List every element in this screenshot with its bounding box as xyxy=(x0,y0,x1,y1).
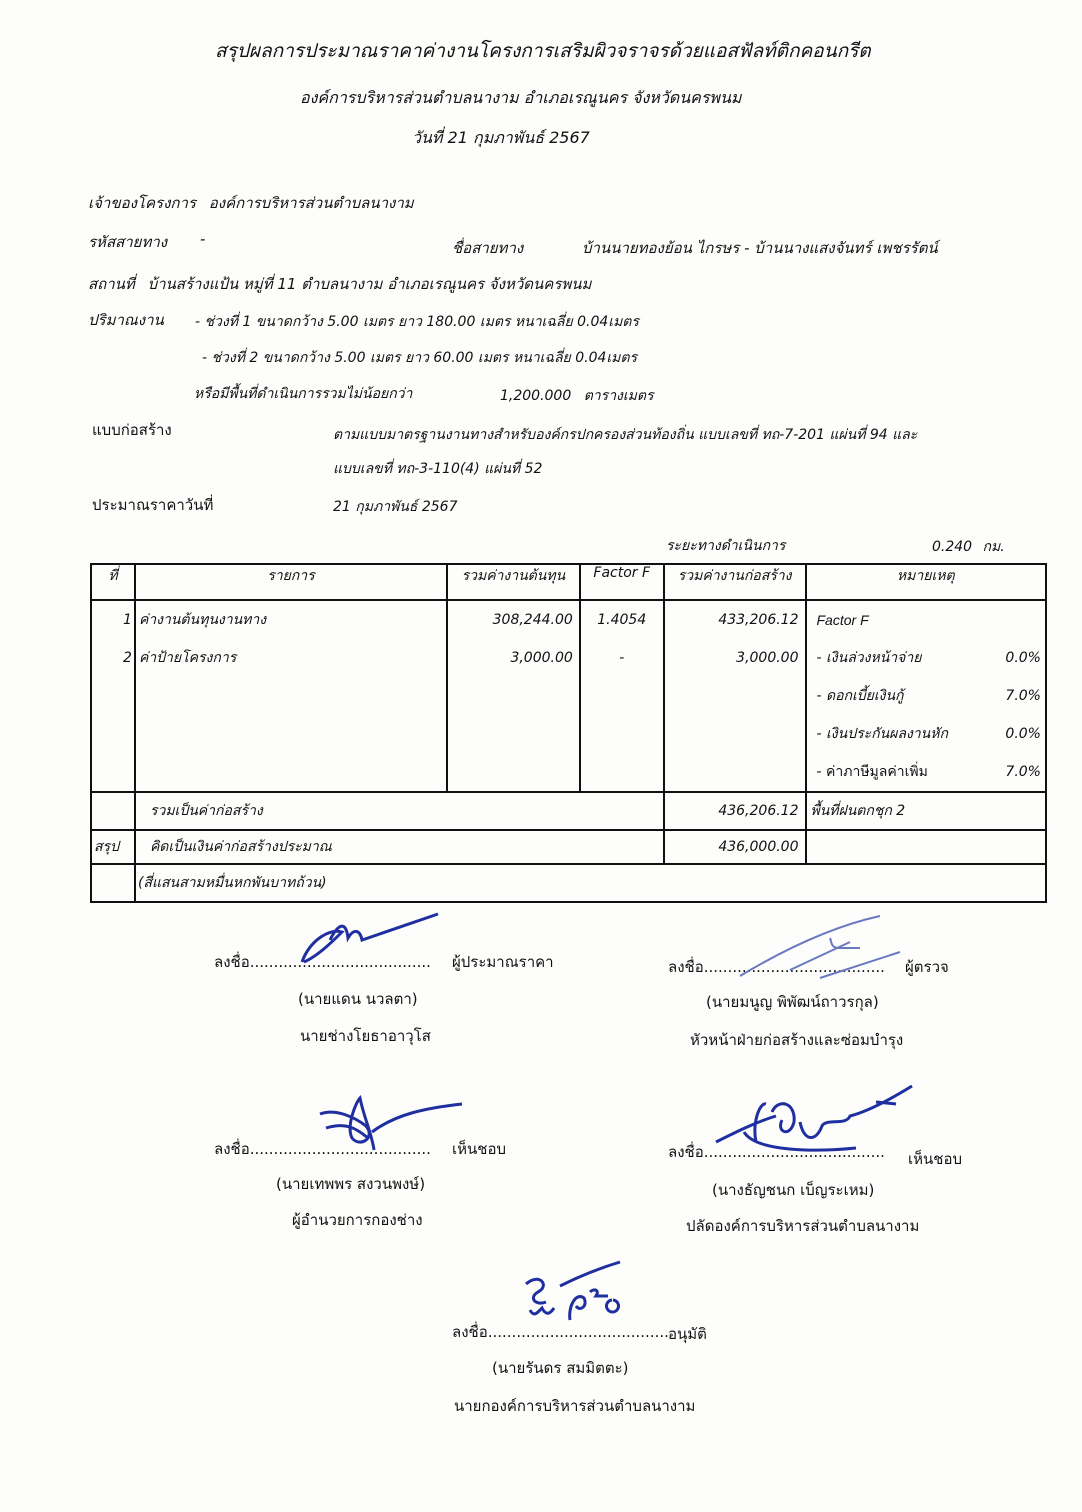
header-cost: รวมค่างานต้นทุน xyxy=(447,564,580,600)
signer-name-inspector: (นายมนูญ พิพัฒน์ถาวรกุล) xyxy=(706,993,879,1011)
document-title: สรุปผลการประมาณราคาค่างานโครงการเสริมผิวจราจรด้วยแอสฟัลท์ติกคอนกรีต xyxy=(215,40,871,62)
location-row xyxy=(88,272,591,296)
summary-remark-cell xyxy=(806,830,1047,864)
handwritten-signature-inspector xyxy=(740,912,910,982)
row-total: 433,206.12 xyxy=(718,612,799,628)
signature-line-director: ลงชื่อ...................................... xyxy=(214,1140,431,1158)
cost-column xyxy=(447,600,580,792)
route-name-label: ชื่อสายทาง xyxy=(452,239,524,257)
distance-unit: กม. xyxy=(982,539,1005,555)
summary-value: 436,000.00 xyxy=(664,830,806,864)
item-column xyxy=(135,600,447,792)
signature-role-inspector: ผู้ตรวจ xyxy=(905,958,949,976)
words-no-cell xyxy=(91,864,135,902)
organization-line: องค์การบริหารส่วนตำบลนางาม อำเภอเรณูนคร จังหวัดนครพนม xyxy=(300,88,742,107)
area-value: 1,200.000 xyxy=(500,388,572,404)
handwritten-signature-mayor xyxy=(520,1262,640,1332)
remark-label: - เงินประกันผลงานหัก xyxy=(816,726,948,742)
signer-position-director: ผู้อำนวยการกองช่าง xyxy=(292,1211,423,1229)
cost-summary-table xyxy=(90,563,1047,903)
header-remarks: หมายเหตุ xyxy=(806,564,1047,600)
table-body-row xyxy=(91,600,1046,792)
design-line-1: ตามแบบมาตรฐานงานทางสำหรับองค์กรปกครองส่วนท้องถิ่น แบบเลขที่ ทถ-7-201 แผ่นที่ 94 และ xyxy=(333,427,918,443)
total-value: 436,206.12 xyxy=(664,792,806,830)
summary-prefix: สรุป xyxy=(91,830,135,864)
header-total: รวมค่างานก่อสร้าง xyxy=(664,564,806,600)
header-item: รายการ xyxy=(135,564,447,600)
remark-label: - เงินล่วงหน้าจ่าย xyxy=(816,650,922,666)
signature-role-director: เห็นชอบ xyxy=(452,1140,506,1158)
total-row xyxy=(91,792,1046,830)
remark-label: - ค่าภาษีมูลค่าเพิ่ม xyxy=(816,764,928,780)
summary-label: คิดเป็นเงินค่าก่อสร้างประมาณ xyxy=(135,830,664,864)
row-factor: - xyxy=(619,650,625,666)
handwritten-signature-director xyxy=(316,1098,466,1158)
signature-line-mayor: ลงชื่อ...................................... xyxy=(452,1323,669,1341)
row-total: 3,000.00 xyxy=(736,650,799,666)
handwritten-signature-estimator xyxy=(290,910,440,970)
remark-value: 7.0% xyxy=(1005,764,1041,780)
route-name-value: บ้านนายทองย้อน ไกรษร - บ้านนางแสงจันทร์ เพชรรัตน์ xyxy=(582,239,938,257)
row-cost: 3,000.00 xyxy=(510,650,573,666)
owner-value: องค์การบริหารส่วนตำบลนางาม xyxy=(208,194,414,212)
row-factor: 1.4054 xyxy=(597,612,647,628)
row-item: ค่างานต้นทุนงานทาง xyxy=(138,612,267,628)
signer-position-chief: ปลัดองค์การบริหารส่วนตำบลนางาม xyxy=(686,1217,920,1235)
header-no: ที่ xyxy=(91,564,135,600)
remark-item xyxy=(817,677,1042,715)
estimate-date-value: 21 กุมภาพันธ์ 2567 xyxy=(333,499,458,515)
area-label: หรือมีพื้นที่ดำเนินการรวมไม่น้อยกว่า xyxy=(194,386,413,402)
amount-in-words: (สี่แสนสามหมื่นหกพันบาทถ้วน) xyxy=(135,864,1046,902)
owner-label: เจ้าของโครงการ xyxy=(88,194,196,212)
remarks-column xyxy=(806,600,1047,792)
quantity-line-2: - ช่วงที่ 2 ขนาดกว้าง 5.00 เมตร ยาว 60.00 เมตร หนาเฉลี่ย 0.04เมตร xyxy=(202,350,638,366)
signer-position-mayor: นายกองค์การบริหารส่วนตำบลนางาม xyxy=(454,1397,696,1415)
remark-item xyxy=(817,639,1042,677)
handwritten-signature-chief xyxy=(716,1082,916,1162)
signature-role-chief: เห็นชอบ xyxy=(908,1150,962,1168)
quantity-line-1: - ช่วงที่ 1 ขนาดกว้าง 5.00 เมตร ยาว 180.00 เมตร หนาเฉลี่ย 0.04เมตร xyxy=(195,314,639,330)
signer-name-mayor: (นายรันดร สมมิตตะ) xyxy=(492,1359,629,1377)
signature-role-estimator: ผู้ประมาณราคา xyxy=(452,953,554,971)
remark-value: 0.0% xyxy=(1005,726,1041,742)
design-label: แบบก่อสร้าง xyxy=(92,421,172,439)
signature-line-chief: ลงชื่อ...................................... xyxy=(668,1143,885,1161)
remarks-title: Factor F xyxy=(816,612,869,628)
remark-label: - ดอกเบี้ยเงินกู้ xyxy=(816,688,904,704)
amount-words-row xyxy=(91,864,1046,902)
row-item: ค่าป้ายโครงการ xyxy=(138,650,237,666)
signer-name-director: (นายเทพพร สงวนพงษ์) xyxy=(276,1175,426,1193)
table-header-row xyxy=(91,564,1046,600)
signature-line-inspector: ลงชื่อ...................................... xyxy=(668,958,885,976)
signer-name-estimator: (นายแดน นวลตา) xyxy=(298,990,418,1008)
row-no: 2 xyxy=(123,650,132,666)
estimate-date-label: ประมาณราคาวันที่ xyxy=(92,496,214,514)
route-code-value: - xyxy=(200,230,206,248)
distance-value: 0.240 xyxy=(932,539,973,555)
distance-label: ระยะทางดำเนินการ xyxy=(666,538,786,554)
quantity-label: ปริมาณงาน xyxy=(88,311,164,329)
remark-item xyxy=(817,753,1042,791)
signer-position-inspector: หัวหน้าฝ่ายก่อสร้างและซ่อมบำรุง xyxy=(690,1031,904,1049)
location-label: สถานที่ xyxy=(88,275,135,293)
total-no-cell xyxy=(91,792,135,830)
area-unit: ตารางเมตร xyxy=(583,388,654,404)
total-label: รวมเป็นค่าก่อสร้าง xyxy=(135,792,664,830)
distance-row xyxy=(932,536,1005,558)
total-remark: พื้นที่ฝนตกชุก 2 xyxy=(806,792,1047,830)
signer-position-estimator: นายช่างโยธาอาวุโส xyxy=(300,1027,431,1045)
design-line-2: แบบเลขที่ ทถ-3-110(4) แผ่นที่ 52 xyxy=(333,461,543,477)
row-cost: 308,244.00 xyxy=(492,612,573,628)
route-code-label: รหัสสายทาง xyxy=(88,233,168,251)
signer-name-chief: (นางธัญชนก เบ็ญระเหม) xyxy=(712,1181,875,1199)
factor-column xyxy=(580,600,664,792)
no-column xyxy=(91,600,135,792)
location-value: บ้านสร้างแป้น หมู่ที่ 11 ตำบลนางาม อำเภอเรณูนคร จังหวัดนครพนม xyxy=(147,275,592,293)
remark-value: 7.0% xyxy=(1005,688,1041,704)
remark-item xyxy=(817,715,1042,753)
signature-role-mayor: อนุมัติ xyxy=(668,1325,707,1343)
document-date: วันที่ 21 กุมภาพันธ์ 2567 xyxy=(412,128,590,147)
remark-value: 0.0% xyxy=(1005,650,1041,666)
area-value-row xyxy=(500,385,654,407)
header-factor: Factor F xyxy=(580,564,664,600)
summary-row xyxy=(91,830,1046,864)
owner-row xyxy=(88,191,414,215)
signature-line-estimator: ลงชื่อ...................................... xyxy=(214,953,431,971)
row-no: 1 xyxy=(123,612,132,628)
total-column xyxy=(664,600,806,792)
